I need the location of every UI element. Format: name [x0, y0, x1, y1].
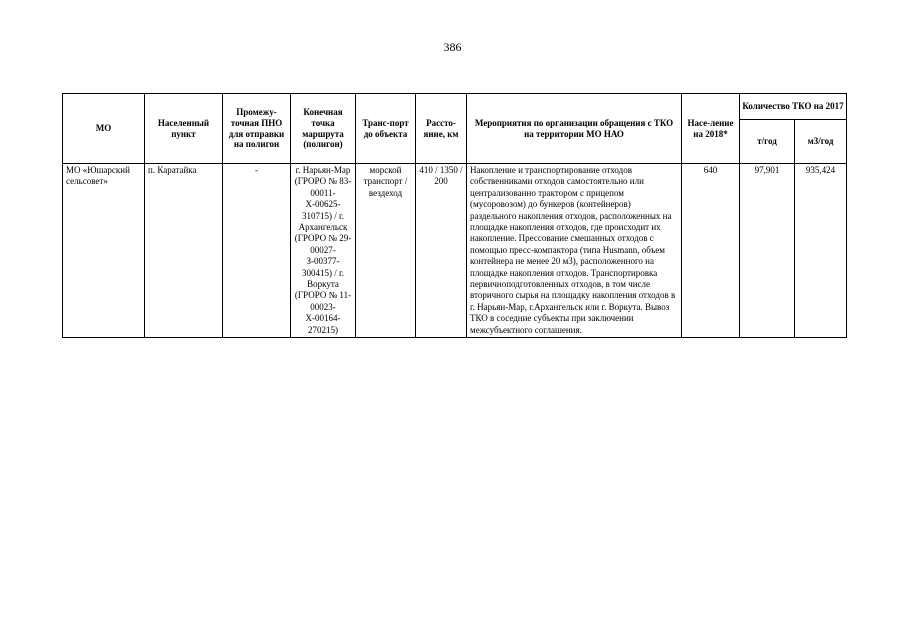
header-transport: Транс-порт до объекта — [356, 94, 416, 164]
cell-mo: МО «Юшарский сельсовет» — [63, 164, 145, 338]
cell-distance: 410 / 1350 / 200 — [416, 164, 467, 338]
tko-table — [62, 93, 847, 338]
cell-endpoint: г. Нарьян-Мар (ГРОРО № 83-00011-Х-00625-310715) / г. Архангельск (ГРОРО № 29-00027-З-00377-300415) / г. Воркута (ГРОРО № 11-00023-Х-00164-270215) — [291, 164, 356, 338]
cell-intermediate: - — [223, 164, 291, 338]
header-tko-m3: м3/год — [795, 120, 847, 164]
table-header — [63, 94, 847, 164]
header-population: Насе-ление на 2018* — [682, 94, 740, 164]
cell-measures: Накопление и транспортирование отходов собственниками отходов самостоятельно или централизованно трактором с прицепом (мусоровозом) до бункеров (контейнеров) раздельного накопления отходов, расположенных на площадке накопления отходов, где происходит их накопление. Прессование смешанных отходов с помощью пресс-компактора (типа Husmann, объем контейнера не менее 20 м3), расположенного на площадке накопления отходов. Транспортировка первичноподготовленных отходов, в том числе вторичного сырья на площадку накопления отходов в г. Нарьян-Мар, г.Архангельск или г. Воркута. Вывоз ТКО в соседние субъекты при заключении межсубъектного соглашения. — [467, 164, 682, 338]
cell-settlement: п. Каратайка — [145, 164, 223, 338]
table-row — [63, 164, 847, 338]
header-tko-group: Количество ТКО на 2017 — [740, 94, 847, 120]
page-number: 386 — [443, 40, 462, 54]
header-endpoint: Конечная точка маршрута (полигон) — [291, 94, 356, 164]
cell-population: 640 — [682, 164, 740, 338]
header-mo: МО — [63, 94, 145, 164]
header-measures: Мероприятия по организации обращения с ТКО на территории МО НАО — [467, 94, 682, 164]
cell-tko-m3: 935,424 — [795, 164, 847, 338]
cell-tko-tpy: 97,901 — [740, 164, 795, 338]
header-intermediate: Промежу-точная ПНО для отправки на полигон — [223, 94, 291, 164]
cell-transport: морской транспорт / вездеход — [356, 164, 416, 338]
header-tko-tpy: т/год — [740, 120, 795, 164]
header-distance: Рассто-яние, км — [416, 94, 467, 164]
header-settlement: Населенный пункт — [145, 94, 223, 164]
